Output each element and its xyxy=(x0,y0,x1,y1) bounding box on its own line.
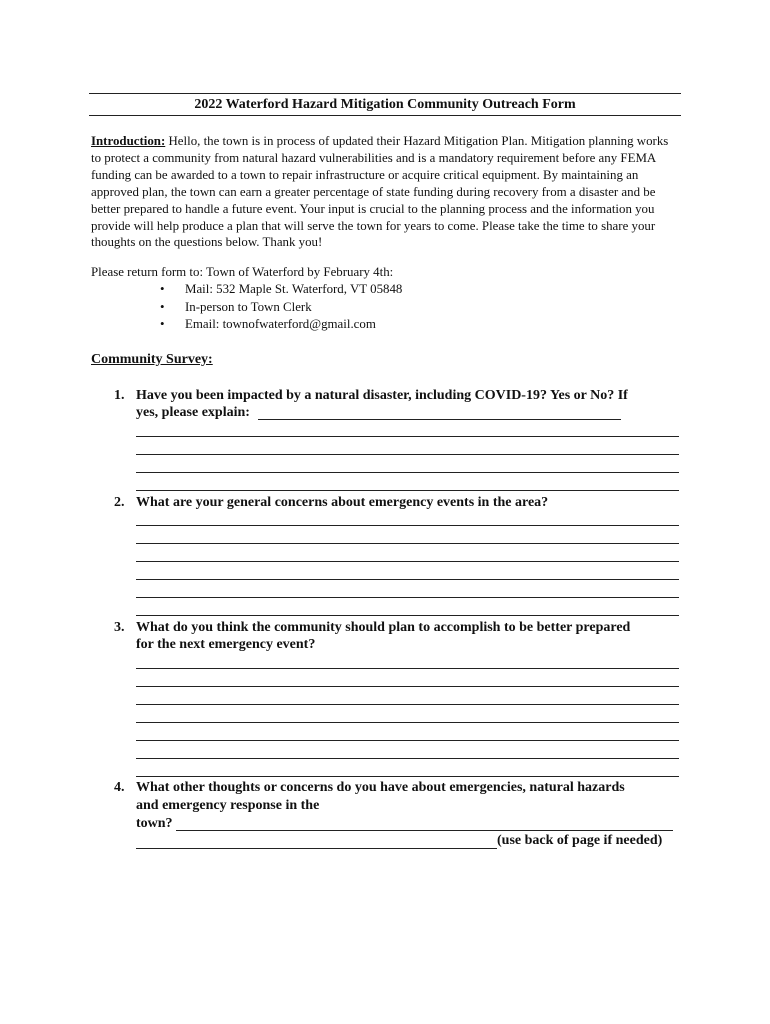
introduction-paragraph xyxy=(91,133,681,251)
return-option-email: Email: townofwaterford@gmail.com xyxy=(185,317,376,331)
question-3-answer-line[interactable] xyxy=(136,704,679,705)
bullet-icon: • xyxy=(160,282,165,296)
question-1-answer-line[interactable] xyxy=(136,472,679,473)
section-title-community-survey: Community Survey: xyxy=(91,352,213,367)
question-1-number: 1. xyxy=(114,388,125,403)
introduction-text: Hello, the town is in process of updated their Hazard Mitigation Plan. Mitigation planning works to protect a community from natural hazard vulnerabilities and is a mandatory requirement before any FEMA funding can be awarded to a town to repair infrastructure or acquire critical equipment. By maintaining an approved plan, the town can earn a greater percentage of state funding during recovery from a disaster and be better prepared to handle a future event. Your input is crucial to the planning process and the information you provide will help produce a plan that will serve the town for years to come. Please take the time to share your thoughts on the questions below. Thank you! xyxy=(91,134,669,250)
return-instructions: Please return form to: Town of Waterford by February 4th: xyxy=(91,265,394,279)
introduction-label: Introduction: xyxy=(91,134,166,148)
question-1-answer-line[interactable] xyxy=(136,454,679,455)
question-2-answer-line[interactable] xyxy=(136,543,679,544)
question-2-number: 2. xyxy=(114,495,125,510)
question-3-answer-line[interactable] xyxy=(136,722,679,723)
use-back-note: (use back of page if needed) xyxy=(497,833,663,848)
question-2-answer-line[interactable] xyxy=(136,561,679,562)
question-3-number: 3. xyxy=(114,620,125,635)
question-2-answer-line[interactable] xyxy=(136,597,679,598)
question-3-line-1: What do you think the community should plan to accomplish to be better prepared xyxy=(136,620,631,635)
question-2-line-1: What are your general concerns about emergency events in the area? xyxy=(136,495,549,510)
list-item xyxy=(158,281,402,299)
question-4-line-1: What other thoughts or concerns do you have about emergencies, natural hazards xyxy=(136,780,625,795)
question-3-answer-line[interactable] xyxy=(136,686,679,687)
form-title: 2022 Waterford Hazard Mitigation Community Outreach Form xyxy=(194,97,576,112)
question-1-line-1: Have you been impacted by a natural disaster, including COVID-19? Yes or No? If xyxy=(136,388,628,403)
question-4-line-3: town? xyxy=(136,816,173,831)
question-3-answer-line[interactable] xyxy=(136,668,679,669)
question-4-line-2: and emergency response in the xyxy=(136,798,320,813)
question-4-answer-line[interactable] xyxy=(136,848,497,849)
question-1-answer-line[interactable] xyxy=(136,490,679,491)
return-option-in-person: In-person to Town Clerk xyxy=(185,299,312,314)
bullet-icon: • xyxy=(160,299,165,314)
question-4-number: 4. xyxy=(114,780,125,795)
title-top-rule xyxy=(89,93,681,94)
title-bottom-rule xyxy=(89,115,681,116)
question-1-answer-inline[interactable] xyxy=(258,419,621,420)
question-1-line-2-text: yes, please explain: xyxy=(136,405,250,420)
list-item xyxy=(158,299,402,317)
question-3-line-2: for the next emergency event? xyxy=(136,637,316,652)
question-4-answer-inline[interactable] xyxy=(176,830,673,831)
question-2-answer-line[interactable] xyxy=(136,525,679,526)
bullet-icon: • xyxy=(160,317,165,331)
question-2-answer-line[interactable] xyxy=(136,579,679,580)
question-1-line-2 xyxy=(136,404,250,422)
return-option-mail: Mail: 532 Maple St. Waterford, VT 05848 xyxy=(185,282,403,296)
list-item xyxy=(158,316,402,334)
question-2-answer-line[interactable] xyxy=(136,615,679,616)
question-3-answer-line[interactable] xyxy=(136,776,679,777)
question-3-answer-line[interactable] xyxy=(136,740,679,741)
question-3-answer-line[interactable] xyxy=(136,758,679,759)
question-1-answer-line[interactable] xyxy=(136,436,679,437)
return-options-list xyxy=(158,281,402,334)
